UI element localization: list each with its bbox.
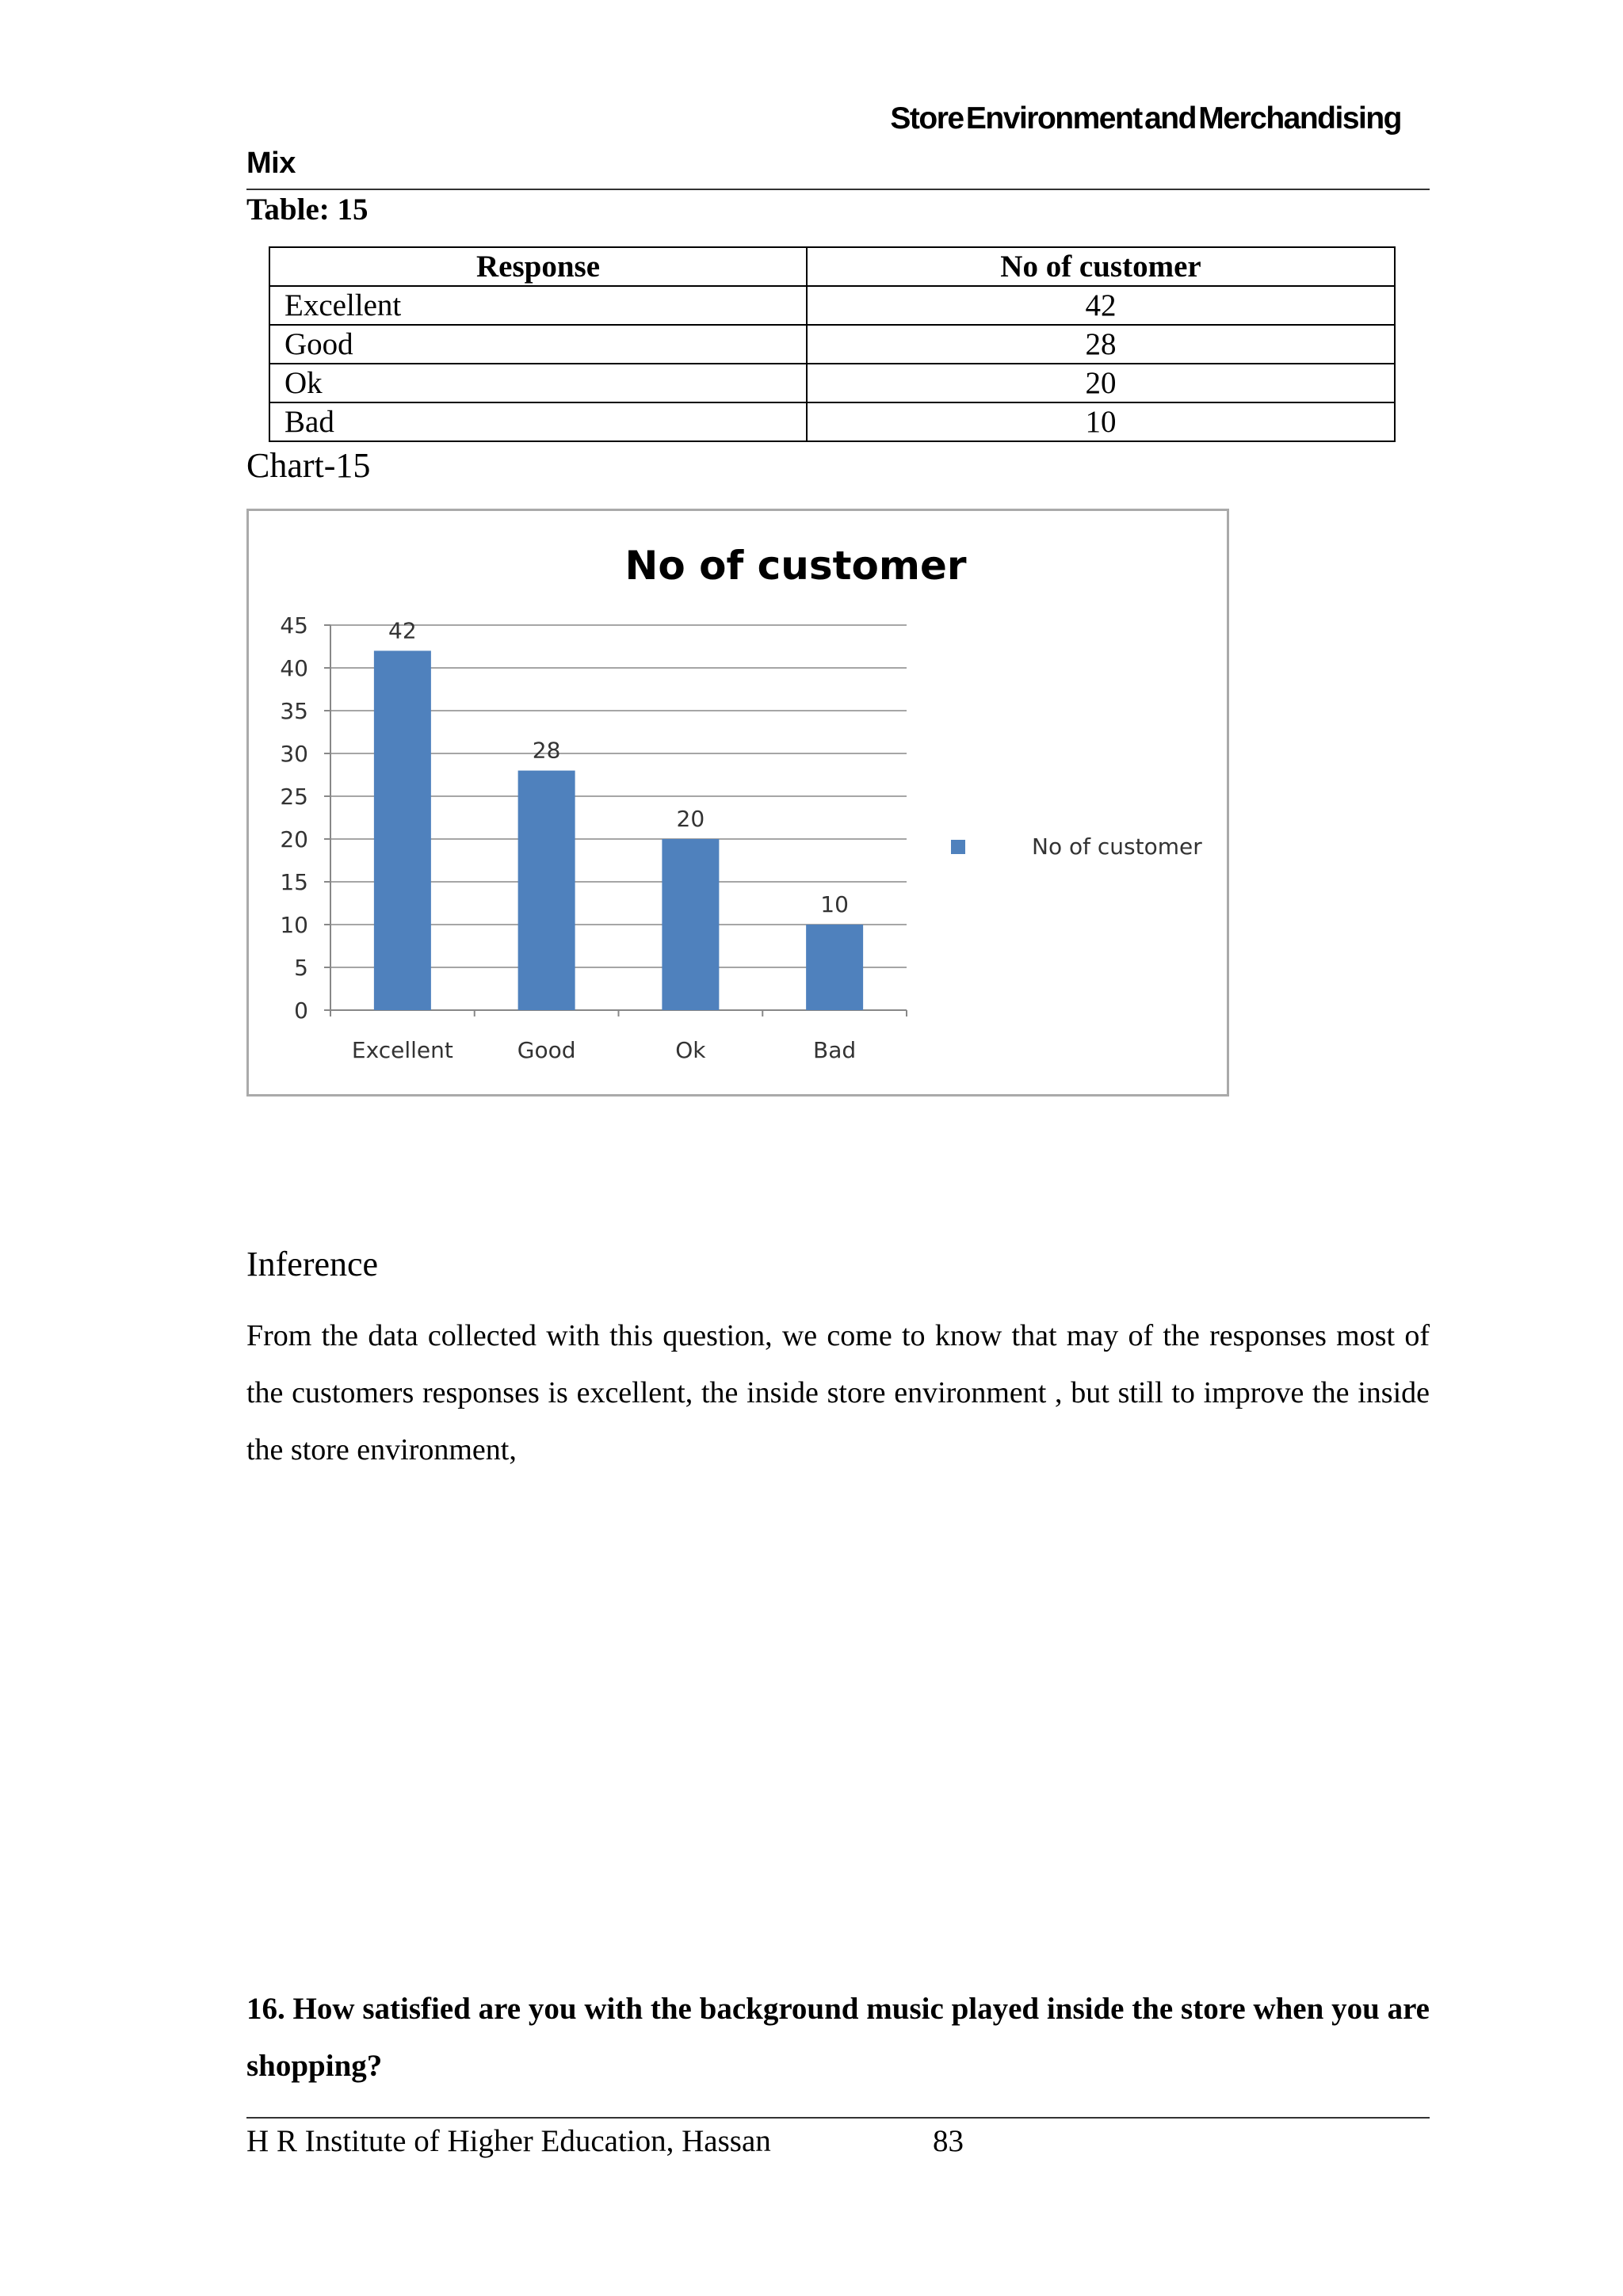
bar [662,839,719,1010]
table-header-row [269,247,1395,286]
table-cell: Ok [269,364,807,402]
table-title: Table: 15 [246,193,369,227]
bar [518,771,575,1010]
data-label: 10 [820,891,849,917]
y-tick-label: 0 [294,997,308,1024]
table-cell: 28 [807,325,1395,364]
table-cell: 42 [807,286,1395,325]
y-tick-label: 35 [280,698,308,724]
x-tick-label: Good [517,1037,576,1063]
y-tick-label: 40 [280,655,308,681]
footer-institute: H R Institute of Higher Education, Hassan [246,2124,771,2158]
data-label: 42 [388,617,417,644]
table-row [269,325,1395,364]
running-header-continuation: Mix [246,147,296,180]
x-tick-label: Ok [675,1037,706,1063]
x-tick-label: Excellent [351,1037,453,1063]
table-row [269,402,1395,441]
inference-paragraph: From the data collected with this question, we come to know that may of the responses most of the customers responses is excellent, the inside store environment , but still to improve the inside the store environment, [246,1319,1430,1466]
data-label: 20 [676,806,705,832]
table-cell: Excellent [269,286,807,325]
table-cell: Bad [269,402,807,441]
response-table [269,246,1396,442]
y-tick-label: 45 [280,612,308,639]
table-cell: 10 [807,402,1395,441]
footer-rule [246,2117,1430,2119]
legend-label: No of customer [1032,833,1202,860]
data-label: 28 [532,737,561,764]
chart-canvas [249,511,1227,1094]
table-cell: 20 [807,364,1395,402]
running-header-title: Store Environment and Merchandising [890,101,1401,135]
y-tick-label: 10 [280,912,308,938]
y-tick-label: 30 [280,741,308,767]
y-tick-label: 25 [280,784,308,810]
table-row [269,286,1395,325]
legend-swatch [951,840,965,854]
column-header: No of customer [807,247,1395,286]
y-tick-label: 5 [294,955,308,981]
header-rule [246,189,1430,190]
table-cell: Good [269,325,807,364]
question-16: 16. How satisfied are you with the background music played inside the store when you are shopping? [246,1992,1430,2083]
chart-title: No of customer [624,543,967,589]
y-tick-label: 15 [280,869,308,895]
page-number: 83 [933,2124,964,2158]
x-tick-label: Bad [813,1037,857,1063]
bar [806,925,863,1010]
bar [374,650,431,1010]
y-tick-label: 20 [280,826,308,852]
bar-chart [246,509,1229,1097]
inference-heading: Inference [246,1245,379,1283]
column-header: Response [269,247,807,286]
table-row [269,364,1395,402]
chart-label: Chart-15 [246,446,371,485]
